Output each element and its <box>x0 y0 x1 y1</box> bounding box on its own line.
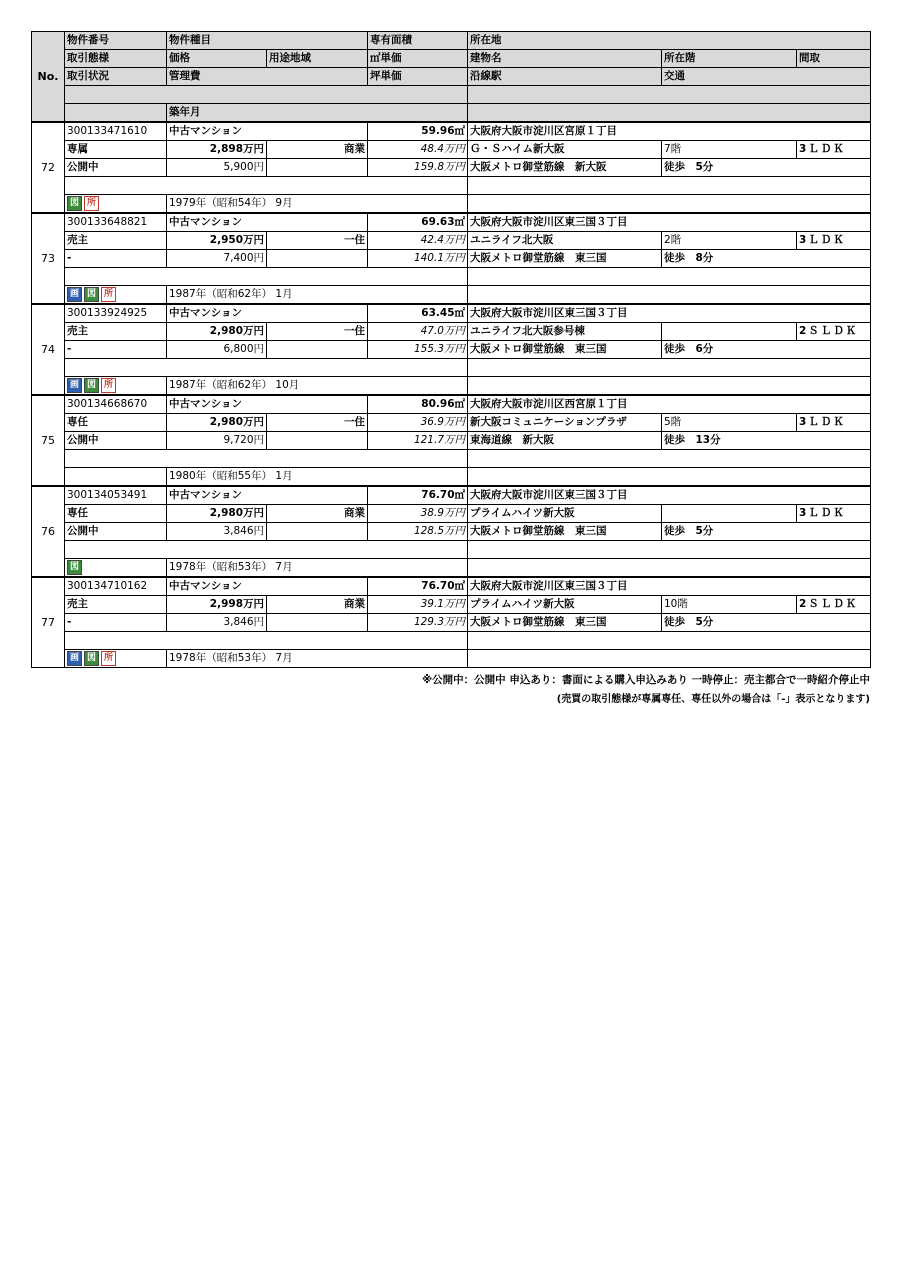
image-badge-icon[interactable]: 画 <box>67 287 82 302</box>
header-layout: 間取 <box>797 50 871 68</box>
table-row <box>32 614 871 632</box>
image-badge-icon[interactable]: 画 <box>67 651 82 666</box>
table-row <box>32 268 871 286</box>
train-line: 大阪メトロ御堂筋線 東三国 <box>468 250 662 268</box>
property-type: 中古マンション <box>167 213 368 232</box>
access: 徒歩 8分 <box>662 250 871 268</box>
layout: 3ＬＤＫ <box>797 414 871 432</box>
property-type: 中古マンション <box>167 577 368 596</box>
price: 2,950万円 <box>167 232 267 250</box>
sqm-price: 39.1万円 <box>368 596 468 614</box>
blank-cell-right <box>468 468 871 487</box>
deal-status: - <box>65 341 167 359</box>
header-zoning: 用途地域 <box>267 50 368 68</box>
floor: 7階 <box>662 141 797 159</box>
row-no: 77 <box>32 577 65 668</box>
price: 2,998万円 <box>167 596 267 614</box>
status-legend-note: ※公開中：公開中 申込あり：書面による購入申込みあり 一時停止：売主都合で一時紹介停止中 <box>421 674 870 686</box>
row-no: 75 <box>32 395 65 486</box>
header-floor: 所在階 <box>662 50 797 68</box>
floor-area: 59.96㎡ <box>368 122 468 141</box>
table-body <box>32 122 871 668</box>
table-row <box>32 159 871 177</box>
floor <box>662 323 797 341</box>
blank-row <box>65 450 468 468</box>
row-no: 72 <box>32 122 65 213</box>
building-name: プライムハイツ新大阪 <box>468 505 662 523</box>
blank-row <box>65 632 468 650</box>
badge-cell <box>65 468 167 487</box>
header-building-name: 建物名 <box>468 50 662 68</box>
sqm-price: 48.4万円 <box>368 141 468 159</box>
building-name: プライムハイツ新大阪 <box>468 596 662 614</box>
address: 大阪府大阪市淀川区東三国３丁目 <box>468 304 871 323</box>
table-row <box>32 450 871 468</box>
table-row <box>32 414 871 432</box>
table-row <box>32 523 871 541</box>
train-line: 東海道線 新大阪 <box>468 432 662 450</box>
built-date: 1980年（昭和55年） 1月 <box>167 468 468 487</box>
train-line: 大阪メトロ御堂筋線 東三国 <box>468 523 662 541</box>
tsubo-price: 140.1万円 <box>368 250 468 268</box>
deal-type: 専任 <box>65 414 167 432</box>
table-row <box>32 141 871 159</box>
header-blank-row <box>65 86 468 104</box>
blank-row-right <box>468 541 871 559</box>
property-id: 300133471610 <box>65 122 167 141</box>
deal-status: 公開中 <box>65 523 167 541</box>
floor-area: 80.96㎡ <box>368 395 468 414</box>
building-name: Ｇ・Ｓハイム新大阪 <box>468 141 662 159</box>
train-line: 大阪メトロ御堂筋線 新大阪 <box>468 159 662 177</box>
table-row <box>32 341 871 359</box>
property-id: 300134668670 <box>65 395 167 414</box>
header-property-type: 物件種目 <box>167 32 368 50</box>
table-header <box>32 32 871 123</box>
access: 徒歩 5分 <box>662 159 871 177</box>
blank-row-right <box>468 632 871 650</box>
built-date: 1979年（昭和54年） 9月 <box>167 195 468 214</box>
building-name: ユニライフ北大阪参号棟 <box>468 323 662 341</box>
table-row <box>32 195 871 214</box>
deal-status: 公開中 <box>65 159 167 177</box>
layout: 2ＳＬＤＫ <box>797 596 871 614</box>
header-no: No. <box>32 32 65 123</box>
table-row <box>32 432 871 450</box>
built-date: 1987年（昭和62年） 1月 <box>167 286 468 305</box>
layout: 3ＬＤＫ <box>797 505 871 523</box>
blank-row <box>65 177 468 195</box>
header-sqm-price: ㎡単価 <box>368 50 468 68</box>
floor-area: 76.70㎡ <box>368 577 468 596</box>
management-fee: 6,800円 <box>167 341 267 359</box>
listing-sheet <box>31 31 870 668</box>
built-date: 1987年（昭和62年） 10月 <box>167 377 468 396</box>
building-name: 新大阪コミュニケーションプラザ <box>468 414 662 432</box>
management-fee: 9,720円 <box>167 432 267 450</box>
header-management-fee: 管理費 <box>167 68 368 86</box>
table-row <box>32 632 871 650</box>
blank-row-right <box>468 359 871 377</box>
address: 大阪府大阪市淀川区宮原１丁目 <box>468 122 871 141</box>
floorplan-badge-icon[interactable]: 図 <box>84 287 99 302</box>
built-date: 1978年（昭和53年） 7月 <box>167 650 468 668</box>
zoning: 一住 <box>267 232 368 250</box>
floor-area: 63.45㎡ <box>368 304 468 323</box>
price: 2,980万円 <box>167 414 267 432</box>
train-line: 大阪メトロ御堂筋線 東三国 <box>468 341 662 359</box>
header-deal-status: 取引状況 <box>65 68 167 86</box>
blank-cell-right <box>468 650 871 668</box>
blank-cell-right <box>468 195 871 214</box>
row-no: 74 <box>32 304 65 395</box>
table-row <box>32 377 871 396</box>
property-id: 300133924925 <box>65 304 167 323</box>
access: 徒歩 5分 <box>662 614 871 632</box>
badge-cell <box>65 559 167 578</box>
header-property-id: 物件番号 <box>65 32 167 50</box>
layout: 3ＬＤＫ <box>797 141 871 159</box>
blank-cell-right <box>468 559 871 578</box>
blank-row <box>65 268 468 286</box>
floor <box>662 505 797 523</box>
blank-row <box>65 541 468 559</box>
table-row <box>32 577 871 596</box>
price: 2,898万円 <box>167 141 267 159</box>
zoning: 一住 <box>267 414 368 432</box>
table-row <box>32 359 871 377</box>
badge-cell <box>65 286 167 305</box>
table-row <box>32 596 871 614</box>
address: 大阪府大阪市淀川区東三国３丁目 <box>468 577 871 596</box>
floor-area: 76.70㎡ <box>368 486 468 505</box>
sqm-price: 47.0万円 <box>368 323 468 341</box>
table-row <box>32 650 871 668</box>
address: 大阪府大阪市淀川区東三国３丁目 <box>468 213 871 232</box>
badge-cell <box>65 650 167 668</box>
blank-cell-right <box>468 377 871 396</box>
deal-status: 公開中 <box>65 432 167 450</box>
property-listing-table <box>31 31 871 668</box>
header-deal-type: 取引態様 <box>65 50 167 68</box>
floorplan-badge-icon[interactable]: 図 <box>84 378 99 393</box>
table-row <box>32 468 871 487</box>
access: 徒歩 5分 <box>662 523 871 541</box>
location-badge-icon[interactable]: 所 <box>84 196 99 211</box>
image-badge-icon[interactable]: 画 <box>67 378 82 393</box>
sqm-price: 38.9万円 <box>368 505 468 523</box>
table-row <box>32 541 871 559</box>
table-row <box>32 395 871 414</box>
badge-cell <box>65 377 167 396</box>
floor: 10階 <box>662 596 797 614</box>
zoning: 商業 <box>267 505 368 523</box>
header-address: 所在地 <box>468 32 871 50</box>
floor-area: 69.63㎡ <box>368 213 468 232</box>
blank-cell <box>267 614 368 632</box>
blank-cell <box>267 250 368 268</box>
property-type: 中古マンション <box>167 395 368 414</box>
floorplan-badge-icon[interactable]: 図 <box>84 651 99 666</box>
blank-cell <box>267 523 368 541</box>
access: 徒歩 13分 <box>662 432 871 450</box>
header-blank-cell <box>65 104 167 123</box>
floorplan-badge-icon[interactable]: 図 <box>67 560 82 575</box>
blank-row-right <box>468 268 871 286</box>
property-type: 中古マンション <box>167 122 368 141</box>
deal-type: 売主 <box>65 232 167 250</box>
blank-cell-right <box>468 286 871 305</box>
deal-type: 専属 <box>65 141 167 159</box>
badge-cell <box>65 195 167 214</box>
table-row <box>32 304 871 323</box>
zoning: 一住 <box>267 323 368 341</box>
deal-status: - <box>65 250 167 268</box>
property-type: 中古マンション <box>167 304 368 323</box>
management-fee: 7,400円 <box>167 250 267 268</box>
table-row <box>32 250 871 268</box>
management-fee: 3,846円 <box>167 523 267 541</box>
sqm-price: 36.9万円 <box>368 414 468 432</box>
property-id: 300133648821 <box>65 213 167 232</box>
price: 2,980万円 <box>167 505 267 523</box>
location-badge-icon[interactable]: 所 <box>101 287 116 302</box>
blank-row-right <box>468 177 871 195</box>
floorplan-badge-icon[interactable]: 図 <box>67 196 82 211</box>
header-built-date: 築年月 <box>167 104 468 123</box>
row-no: 76 <box>32 486 65 577</box>
location-badge-icon[interactable]: 所 <box>101 651 116 666</box>
property-type: 中古マンション <box>167 486 368 505</box>
blank-cell <box>267 341 368 359</box>
table-row <box>32 486 871 505</box>
blank-row-right <box>468 450 871 468</box>
header-access: 交通 <box>662 68 871 86</box>
train-line: 大阪メトロ御堂筋線 東三国 <box>468 614 662 632</box>
row-no: 73 <box>32 213 65 304</box>
management-fee: 5,900円 <box>167 159 267 177</box>
price: 2,980万円 <box>167 323 267 341</box>
header-blank-row-right <box>468 86 871 104</box>
table-row <box>32 286 871 305</box>
blank-cell <box>267 432 368 450</box>
header-tsubo-price: 坪単価 <box>368 68 468 86</box>
management-fee: 3,846円 <box>167 614 267 632</box>
address: 大阪府大阪市淀川区西宮原１丁目 <box>468 395 871 414</box>
zoning: 商業 <box>267 596 368 614</box>
header-train-line: 沿線駅 <box>468 68 662 86</box>
table-row <box>32 232 871 250</box>
property-id: 300134053491 <box>65 486 167 505</box>
deal-type: 売主 <box>65 323 167 341</box>
address: 大阪府大阪市淀川区東三国３丁目 <box>468 486 871 505</box>
floor: 2階 <box>662 232 797 250</box>
built-date: 1978年（昭和53年） 7月 <box>167 559 468 578</box>
access: 徒歩 6分 <box>662 341 871 359</box>
deal-status: - <box>65 614 167 632</box>
deal-type-note: (売買の取引態様が専属専任、専任以外の場合は「-」表示となります) <box>556 694 870 705</box>
tsubo-price: 129.3万円 <box>368 614 468 632</box>
tsubo-price: 159.8万円 <box>368 159 468 177</box>
tsubo-price: 128.5万円 <box>368 523 468 541</box>
header-blank-cell-right <box>468 104 871 123</box>
floor: 5階 <box>662 414 797 432</box>
table-row <box>32 323 871 341</box>
deal-type: 専任 <box>65 505 167 523</box>
building-name: ユニライフ北大阪 <box>468 232 662 250</box>
tsubo-price: 121.7万円 <box>368 432 468 450</box>
sqm-price: 42.4万円 <box>368 232 468 250</box>
table-row <box>32 505 871 523</box>
tsubo-price: 155.3万円 <box>368 341 468 359</box>
header-area: 専有面積 <box>368 32 468 50</box>
layout: 3ＬＤＫ <box>797 232 871 250</box>
header-price: 価格 <box>167 50 267 68</box>
layout: 2ＳＬＤＫ <box>797 323 871 341</box>
table-row <box>32 122 871 141</box>
property-id: 300134710162 <box>65 577 167 596</box>
blank-cell <box>267 159 368 177</box>
table-row <box>32 177 871 195</box>
table-row <box>32 213 871 232</box>
location-badge-icon[interactable]: 所 <box>101 378 116 393</box>
blank-row <box>65 359 468 377</box>
zoning: 商業 <box>267 141 368 159</box>
table-row <box>32 559 871 578</box>
deal-type: 売主 <box>65 596 167 614</box>
